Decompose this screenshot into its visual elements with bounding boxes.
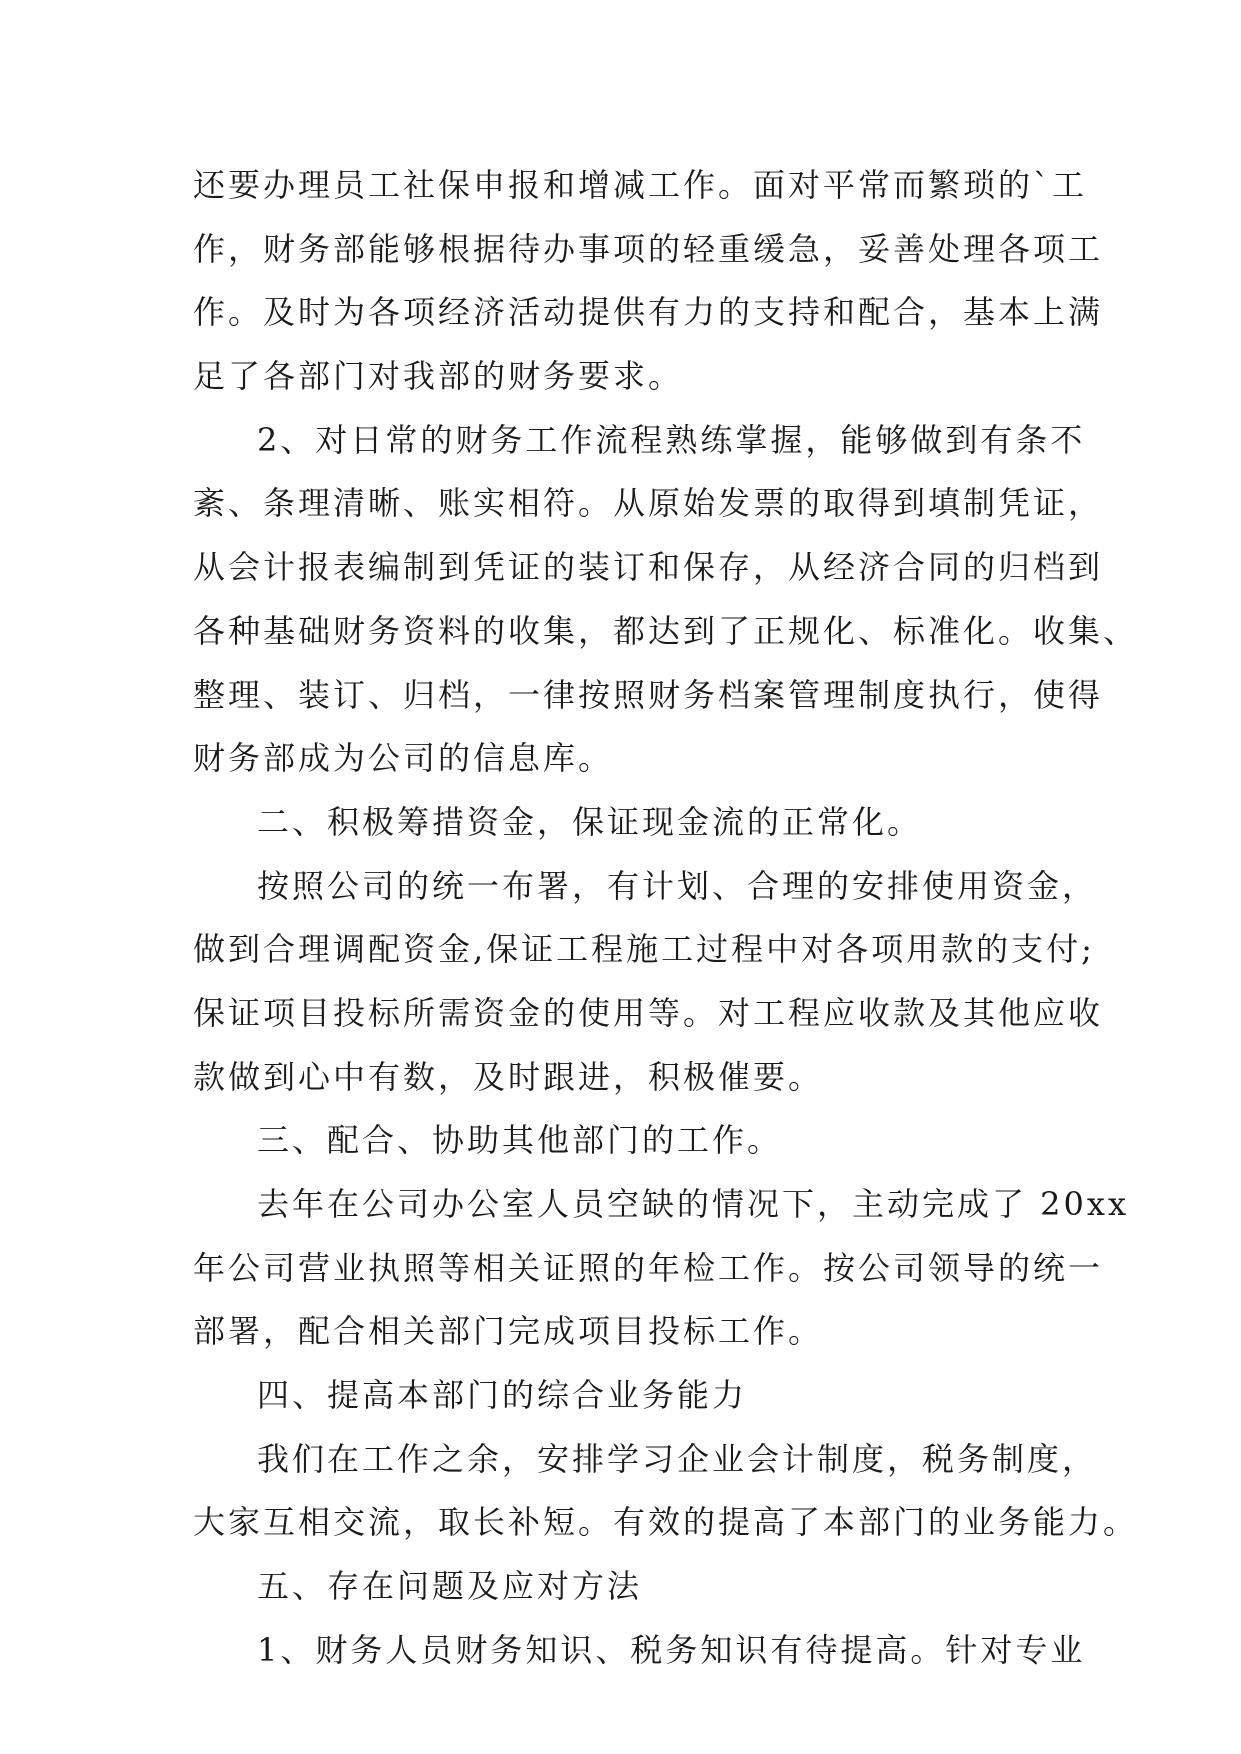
text-line: 作。及时为各项经济活动提供有力的支持和配合，基本上满 (193, 293, 1104, 332)
text-line: 作，财务部能够根据待办事项的轻重缓急，妥善处理各项工 (193, 229, 1104, 268)
text-line: 按照公司的统一布署，有计划、合理的安排使用资金， (257, 866, 1098, 905)
text-line: 年公司营业执照等相关证照的年检工作。按公司领导的统一 (193, 1248, 1104, 1287)
text-line: 紊、条理清晰、账实相符。从原始发票的取得到填制凭证， (193, 484, 1104, 523)
text-line: 款做到心中有数，及时跟进，积极催要。 (193, 1057, 824, 1096)
text-line: 三、配合、协助其他部门的工作。 (257, 1121, 783, 1160)
text-line: 我们在工作之余，安排学习企业会计制度，税务制度， (257, 1439, 1098, 1478)
text-line: 做到合理调配资金,保证工程施工过程中对各项用款的支付; (193, 930, 1095, 969)
text-line: 保证项目投标所需资金的使用等。对工程应收款及其他应收 (193, 993, 1104, 1032)
text-line: 2、对日常的财务工作流程熟练掌握，能够做到有条不 (257, 420, 1086, 459)
text-line: 四、提高本部门的综合业务能力 (257, 1376, 748, 1415)
text-line: 财务部成为公司的信息库。 (193, 739, 614, 778)
text-line: 五、存在问题及应对方法 (257, 1567, 643, 1606)
text-line: 整理、装订、归档，一律按照财务档案管理制度执行，使得 (193, 675, 1104, 714)
text-line: 足了各部门对我部的财务要求。 (193, 357, 684, 396)
text-line: 部署，配合相关部门完成项目投标工作。 (193, 1312, 824, 1351)
text-line: 二、积极筹措资金，保证现金流的正常化。 (257, 802, 923, 841)
text-line: 去年在公司办公室人员空缺的情况下，主动完成了 20xx (257, 1185, 1129, 1223)
text-line: 从会计报表编制到凭证的装订和保存，从经济合同的归档到 (193, 548, 1104, 587)
text-line: 各种基础财务资料的收集，都达到了正规化、标准化。收集、 (193, 611, 1139, 650)
text-line: 还要办理员工社保申报和增减工作。面对平常而繁琐的`工 (193, 166, 1088, 204)
text-line: 1、财务人员财务知识、税务知识有待提高。针对专业 (257, 1630, 1086, 1669)
document-body (193, 154, 1139, 1683)
text-line: 大家互相交流，取长补短。有效的提高了本部门的业务能力。 (193, 1503, 1139, 1542)
